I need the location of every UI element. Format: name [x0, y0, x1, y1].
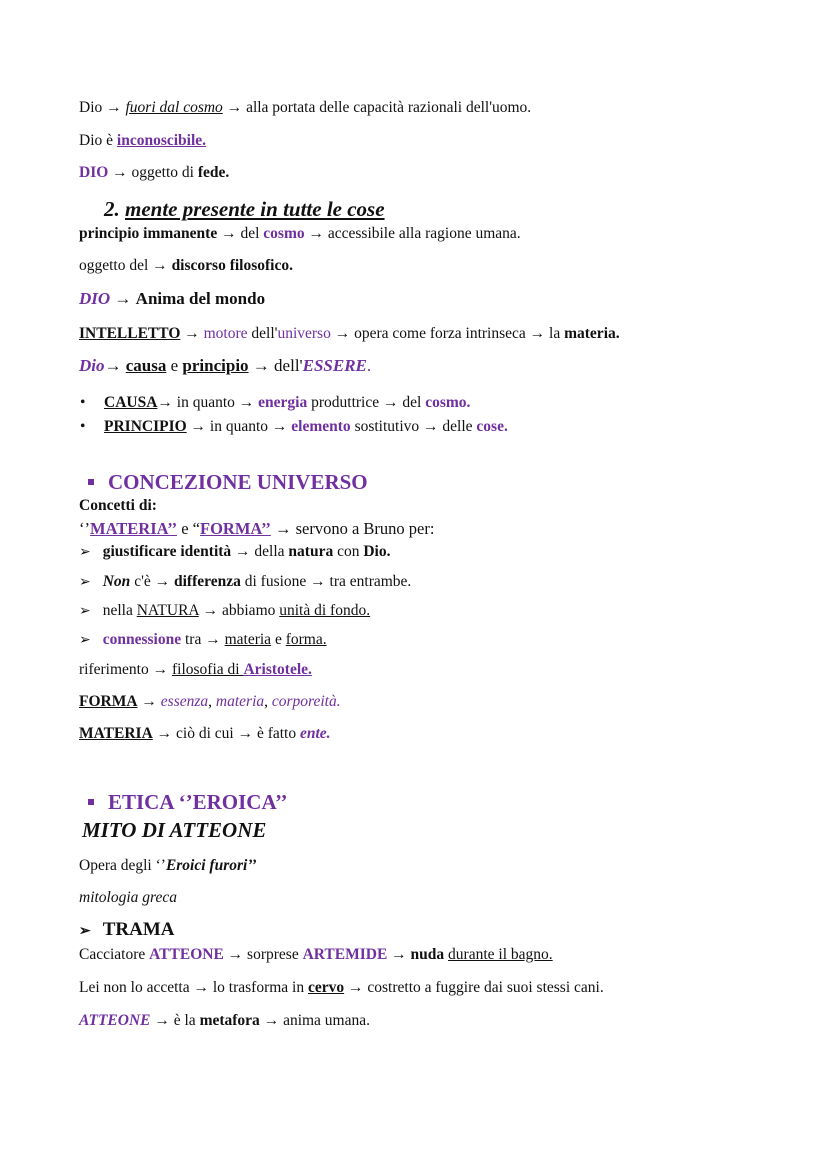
text-segment: → del [217, 225, 264, 242]
text-segment: CAUSA [104, 394, 158, 411]
text-segment: connessione [102, 631, 182, 648]
text-line [79, 256, 293, 276]
text-segment: PRINCIPIO [104, 418, 187, 435]
arrow-bullet-icon: ➢ [79, 545, 91, 560]
text-segment: motore [203, 325, 248, 342]
arrow-bullet-icon: ➢ [79, 633, 91, 648]
text-segment: ARTEMIDE [302, 946, 388, 963]
text-segment: forma. [285, 631, 327, 648]
text-segment: Eroici furori’’ [165, 857, 257, 874]
text-segment: con [333, 543, 364, 560]
text-line [79, 888, 177, 908]
text-segment: ESSERE [302, 356, 367, 375]
text-segment: Dio [79, 356, 105, 375]
text-line [79, 519, 434, 539]
text-line [79, 724, 331, 744]
text-segment: c'è → [130, 573, 174, 590]
text-segment: dell' [247, 325, 278, 342]
text-segment: nella [102, 602, 137, 619]
text-segment: durante il bagno. [448, 946, 553, 963]
text-line [79, 131, 206, 151]
text-line [79, 163, 229, 183]
text-segment: 2. [104, 197, 125, 221]
text-segment: cervo [307, 979, 345, 996]
text-line [79, 496, 157, 516]
text-segment: DIO [79, 164, 109, 181]
text-segment: → opera come forza intrinseca → la [330, 325, 565, 342]
subheading [82, 817, 266, 843]
text-segment: → [137, 693, 161, 710]
text-segment: ATTEONE [149, 946, 224, 963]
text-segment: Non [102, 573, 131, 590]
text-segment: causa [125, 356, 167, 375]
text-segment: metafora [199, 1012, 260, 1029]
text-segment: materia [224, 631, 272, 648]
text-segment: ATTEONE [79, 1012, 151, 1029]
text-segment: discorso filosofico. [171, 257, 293, 274]
bullet-item [80, 393, 471, 413]
text-segment: MATERIA’’ [90, 519, 178, 538]
text-segment: e [271, 631, 286, 648]
text-segment: produttrice → del [307, 394, 426, 411]
text-segment: nuda [410, 946, 445, 963]
text-segment: → sorprese [223, 946, 303, 963]
text-segment: Cacciatore [79, 946, 150, 963]
numbered-heading [104, 196, 385, 222]
text-segment: → accessibile alla ragione umana. [304, 225, 521, 242]
text-segment: corporeità. [271, 693, 341, 710]
text-segment: → ciò di cui → è fatto [152, 725, 300, 742]
text-segment: oggetto del → [79, 257, 172, 274]
arrow-bullet-icon: ➢ [79, 575, 91, 590]
text-segment: FORMA [79, 693, 138, 710]
arrow-item [79, 630, 327, 651]
text-segment: , [208, 693, 216, 710]
text-segment: fede. [197, 164, 230, 181]
text-segment: NATURA [136, 602, 199, 619]
bullet-item [80, 417, 508, 437]
text-segment: MATERIA [79, 725, 153, 742]
text-segment: → abbiamo [198, 602, 280, 619]
text-line [79, 289, 265, 309]
text-segment: Dio → [79, 99, 126, 116]
text-segment: di fusione → tra entrambe. [240, 573, 412, 590]
text-segment: → costretto a fuggire dai suoi stessi cani. [344, 979, 604, 996]
text-segment: giustificare identità [102, 543, 232, 560]
bullet-icon: • [80, 418, 86, 435]
text-line [79, 978, 604, 998]
text-segment: Opera degli ‘’ [79, 857, 166, 874]
bullet-icon: • [80, 394, 86, 411]
arrow-bullet-icon: ➢ [79, 924, 91, 939]
text-segment: Anima del mondo [135, 289, 266, 308]
text-segment: TRAMA [102, 919, 175, 940]
text-segment: cosmo. [425, 394, 471, 411]
arrow-heading [79, 920, 175, 942]
text-segment: → in quanto → [157, 394, 259, 411]
text-segment: Concetti di: [79, 497, 157, 514]
text-segment: → [110, 289, 136, 308]
text-segment: → dell' [248, 356, 303, 375]
text-segment: CONCEZIONE UNIVERSO [108, 470, 368, 494]
text-segment: essenza [160, 693, 209, 710]
arrow-item [79, 601, 370, 622]
text-segment: filosofia di [171, 661, 244, 678]
square-bullet-icon [88, 799, 94, 805]
text-segment: e “ [177, 519, 200, 538]
text-segment: . [366, 356, 372, 375]
text-segment: fuori dal cosmo [125, 99, 223, 116]
text-segment: energia [258, 394, 308, 411]
text-segment: mitologia greca [79, 889, 178, 906]
text-segment: materia [215, 693, 265, 710]
text-segment: mente presente in tutte le cose [125, 197, 385, 221]
text-segment: → [104, 356, 126, 375]
text-line [79, 356, 371, 376]
text-segment: inconoscibile. [116, 132, 207, 149]
text-segment: tra → [181, 631, 225, 648]
text-segment: sostitutivo → delle [350, 418, 477, 435]
arrow-bullet-icon: ➢ [79, 604, 91, 619]
text-segment: cosmo [263, 225, 305, 242]
text-segment: unità di fondo. [279, 602, 371, 619]
text-line [79, 224, 521, 244]
text-segment: → [387, 946, 411, 963]
text-segment: FORMA’’ [199, 519, 271, 538]
text-line [79, 692, 341, 712]
square-bullet-icon [88, 479, 94, 485]
text-line [79, 856, 257, 876]
text-segment: ‘’ [79, 519, 90, 538]
text-line [79, 1011, 370, 1031]
text-segment: differenza [174, 573, 241, 590]
text-segment: ETICA ‘’EROICA’’ [108, 790, 288, 814]
text-segment: natura [288, 543, 334, 560]
text-segment: materia. [564, 325, 620, 342]
arrow-item [79, 542, 390, 563]
text-segment: MITO DI ATTEONE [82, 818, 267, 842]
text-segment: → della [231, 543, 289, 560]
text-line [79, 98, 531, 118]
text-segment: → anima umana. [259, 1012, 371, 1029]
text-segment: → oggetto di [108, 164, 198, 181]
text-segment: Aristotele. [243, 661, 312, 678]
text-segment: DIO [79, 289, 111, 308]
text-segment: Lei non lo accetta → lo trasforma in [79, 979, 308, 996]
section-heading [88, 469, 368, 495]
arrow-item [79, 572, 411, 593]
text-segment: → in quanto → [186, 418, 292, 435]
text-line [79, 324, 620, 344]
text-segment: universo [277, 325, 331, 342]
text-segment: principio [182, 356, 249, 375]
text-segment: , [264, 693, 272, 710]
text-segment: e [166, 356, 183, 375]
text-segment: riferimento → [79, 661, 172, 678]
text-segment: Dio. [363, 543, 391, 560]
text-segment: Dio è [79, 132, 117, 149]
text-segment: cose. [476, 418, 508, 435]
text-segment: elemento [291, 418, 351, 435]
text-segment: principio immanente [79, 225, 218, 242]
text-segment: ente. [300, 725, 331, 742]
text-segment: → servono a Bruno per: [270, 519, 435, 538]
text-segment: → [180, 325, 204, 342]
text-segment: → è la [150, 1012, 200, 1029]
text-line [79, 945, 553, 965]
section-heading [88, 789, 287, 815]
text-segment: → alla portata delle capacità razionali dell'uomo. [222, 99, 532, 116]
text-line [79, 660, 312, 680]
text-segment: INTELLETTO [79, 325, 181, 342]
